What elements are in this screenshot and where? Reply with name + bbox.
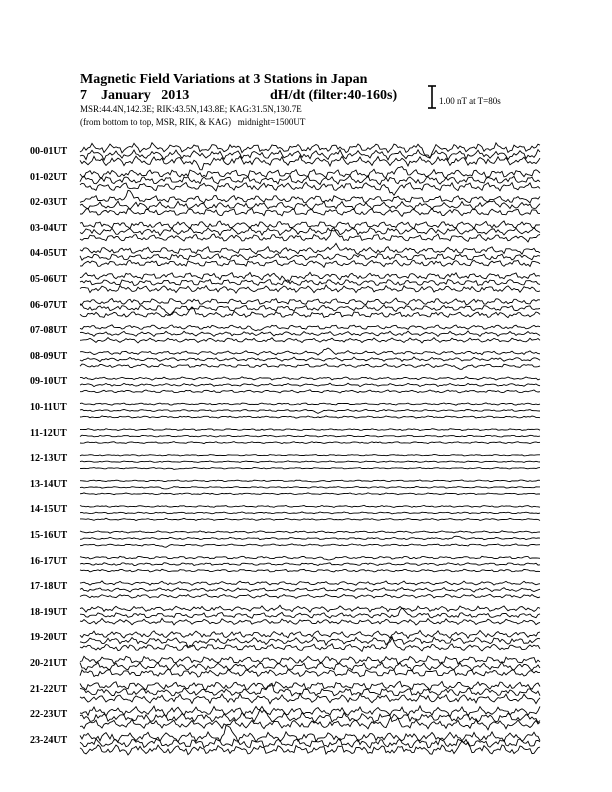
hour-label: 17-18UT	[30, 581, 68, 593]
trace-msr-15-16ut	[80, 544, 540, 547]
trace-rik-07-08ut	[80, 331, 540, 337]
hour-label: 19-20UT	[30, 632, 68, 644]
trace-kag-18-19ut	[80, 605, 540, 612]
hour-label: 16-17UT	[30, 555, 68, 567]
trace-kag-23-24ut	[80, 726, 540, 742]
trace-msr-21-22ut	[80, 694, 540, 704]
trace-kag-04-05ut	[80, 243, 540, 254]
trace-msr-10-11ut	[80, 416, 540, 418]
trace-kag-12-13ut	[80, 455, 540, 456]
hour-label: 18-19UT	[30, 606, 68, 618]
hour-label: 22-23UT	[30, 709, 68, 721]
quantity-label: dH/dt (filter:40-160s)	[270, 88, 398, 103]
trace-msr-07-08ut	[80, 338, 540, 343]
trace-rik-08-09ut	[80, 357, 540, 362]
trace-msr-02-03ut	[80, 208, 540, 216]
trace-rik-18-19ut	[80, 608, 540, 618]
hour-label: 02-03UT	[30, 197, 68, 209]
hour-label: 14-15UT	[30, 504, 68, 516]
trace-rik-13-14ut	[80, 487, 540, 489]
trace-rik-00-01ut	[80, 150, 540, 161]
station-coordinates: MSR:44.4N,142.3E; RIK:43.5N,143.8E; KAG:31.5N,130.7E	[80, 104, 302, 114]
trace-rik-12-13ut	[80, 461, 540, 463]
trace-kag-13-14ut	[80, 480, 540, 482]
trace-msr-11-12ut	[80, 442, 540, 444]
date-year: 2013	[161, 88, 190, 103]
hour-label: 10-11UT	[30, 402, 67, 413]
trace-msr-01-02ut	[80, 182, 540, 195]
trace-kag-11-12ut	[80, 429, 540, 431]
trace-kag-16-17ut	[80, 556, 540, 560]
trace-group	[80, 143, 540, 755]
trace-msr-13-14ut	[80, 493, 540, 495]
scale-bar	[428, 86, 436, 108]
chart-title: Magnetic Field Variations at 3 Stations in Japan	[80, 72, 368, 87]
trace-rik-09-10ut	[80, 383, 540, 386]
trace-msr-09-10ut	[80, 390, 540, 393]
trace-kag-19-20ut	[80, 630, 540, 638]
trace-kag-20-21ut	[80, 656, 540, 664]
hour-label: 20-21UT	[30, 658, 68, 669]
trace-rik-01-02ut	[80, 175, 540, 184]
hour-label: 06-07UT	[30, 299, 68, 311]
trace-rik-03-04ut	[80, 227, 540, 236]
trace-msr-12-13ut	[80, 468, 540, 470]
trace-msr-04-05ut	[80, 260, 540, 267]
hour-label: 08-09UT	[30, 350, 68, 362]
trace-kag-02-03ut	[80, 190, 540, 203]
scale-bar-label: 1.00 nT at T=80s	[439, 96, 501, 106]
trace-kag-17-18ut	[80, 581, 540, 585]
trace-msr-17-18ut	[80, 594, 540, 598]
trace-rik-04-05ut	[80, 254, 540, 260]
hour-label: 04-05UT	[30, 248, 68, 260]
trace-kag-10-11ut	[80, 403, 540, 405]
date-month: January	[101, 88, 151, 103]
trace-kag-07-08ut	[80, 325, 540, 331]
hour-label: 03-04UT	[30, 222, 68, 234]
hour-label: 01-02UT	[30, 171, 68, 183]
trace-rik-16-17ut	[80, 563, 540, 566]
hour-label: 21-22UT	[30, 683, 68, 695]
trace-msr-14-15ut	[80, 518, 540, 520]
hour-label: 13-14UT	[30, 478, 68, 490]
hour-label: 07-08UT	[30, 325, 68, 337]
station-order-note: (from bottom to top, MSR, RIK, & KAG)	[80, 117, 232, 127]
trace-kag-22-23ut	[80, 706, 540, 717]
trace-rik-15-16ut	[80, 536, 540, 539]
midnight-note: midnight=1500UT	[237, 117, 306, 127]
trace-msr-22-23ut	[80, 714, 540, 730]
trace-rik-23-24ut	[80, 739, 540, 749]
trace-rik-20-21ut	[80, 662, 540, 671]
trace-kag-14-15ut	[80, 505, 540, 507]
trace-kag-06-07ut	[80, 298, 540, 304]
hour-label: 00-01UT	[30, 146, 68, 157]
trace-msr-19-20ut	[80, 637, 540, 652]
hour-label: 23-24UT	[30, 734, 68, 746]
trace-msr-08-09ut	[80, 364, 540, 370]
trace-kag-15-16ut	[80, 531, 540, 533]
hour-label: 12-13UT	[30, 453, 68, 465]
trace-msr-20-21ut	[80, 669, 540, 677]
trace-kag-01-02ut	[80, 167, 540, 179]
hour-label: 09-10UT	[30, 376, 68, 388]
hour-label: 11-12UT	[30, 427, 67, 439]
trace-kag-21-22ut	[80, 681, 540, 690]
trace-rik-14-15ut	[80, 512, 540, 514]
trace-msr-16-17ut	[80, 569, 540, 572]
date-day: 7	[80, 88, 87, 103]
trace-rik-10-11ut	[80, 409, 540, 413]
trace-rik-22-23ut	[80, 707, 540, 723]
trace-msr-18-19ut	[80, 618, 540, 625]
trace-rik-05-06ut	[80, 280, 540, 286]
trace-rik-17-18ut	[80, 588, 540, 593]
trace-msr-05-06ut	[80, 285, 540, 293]
trace-rik-11-12ut	[80, 435, 540, 437]
trace-rik-02-03ut	[80, 201, 540, 210]
trace-kag-09-10ut	[80, 377, 540, 380]
trace-kag-08-09ut	[80, 348, 540, 355]
hour-label: 05-06UT	[30, 274, 68, 285]
hour-label: 15-16UT	[30, 530, 68, 541]
